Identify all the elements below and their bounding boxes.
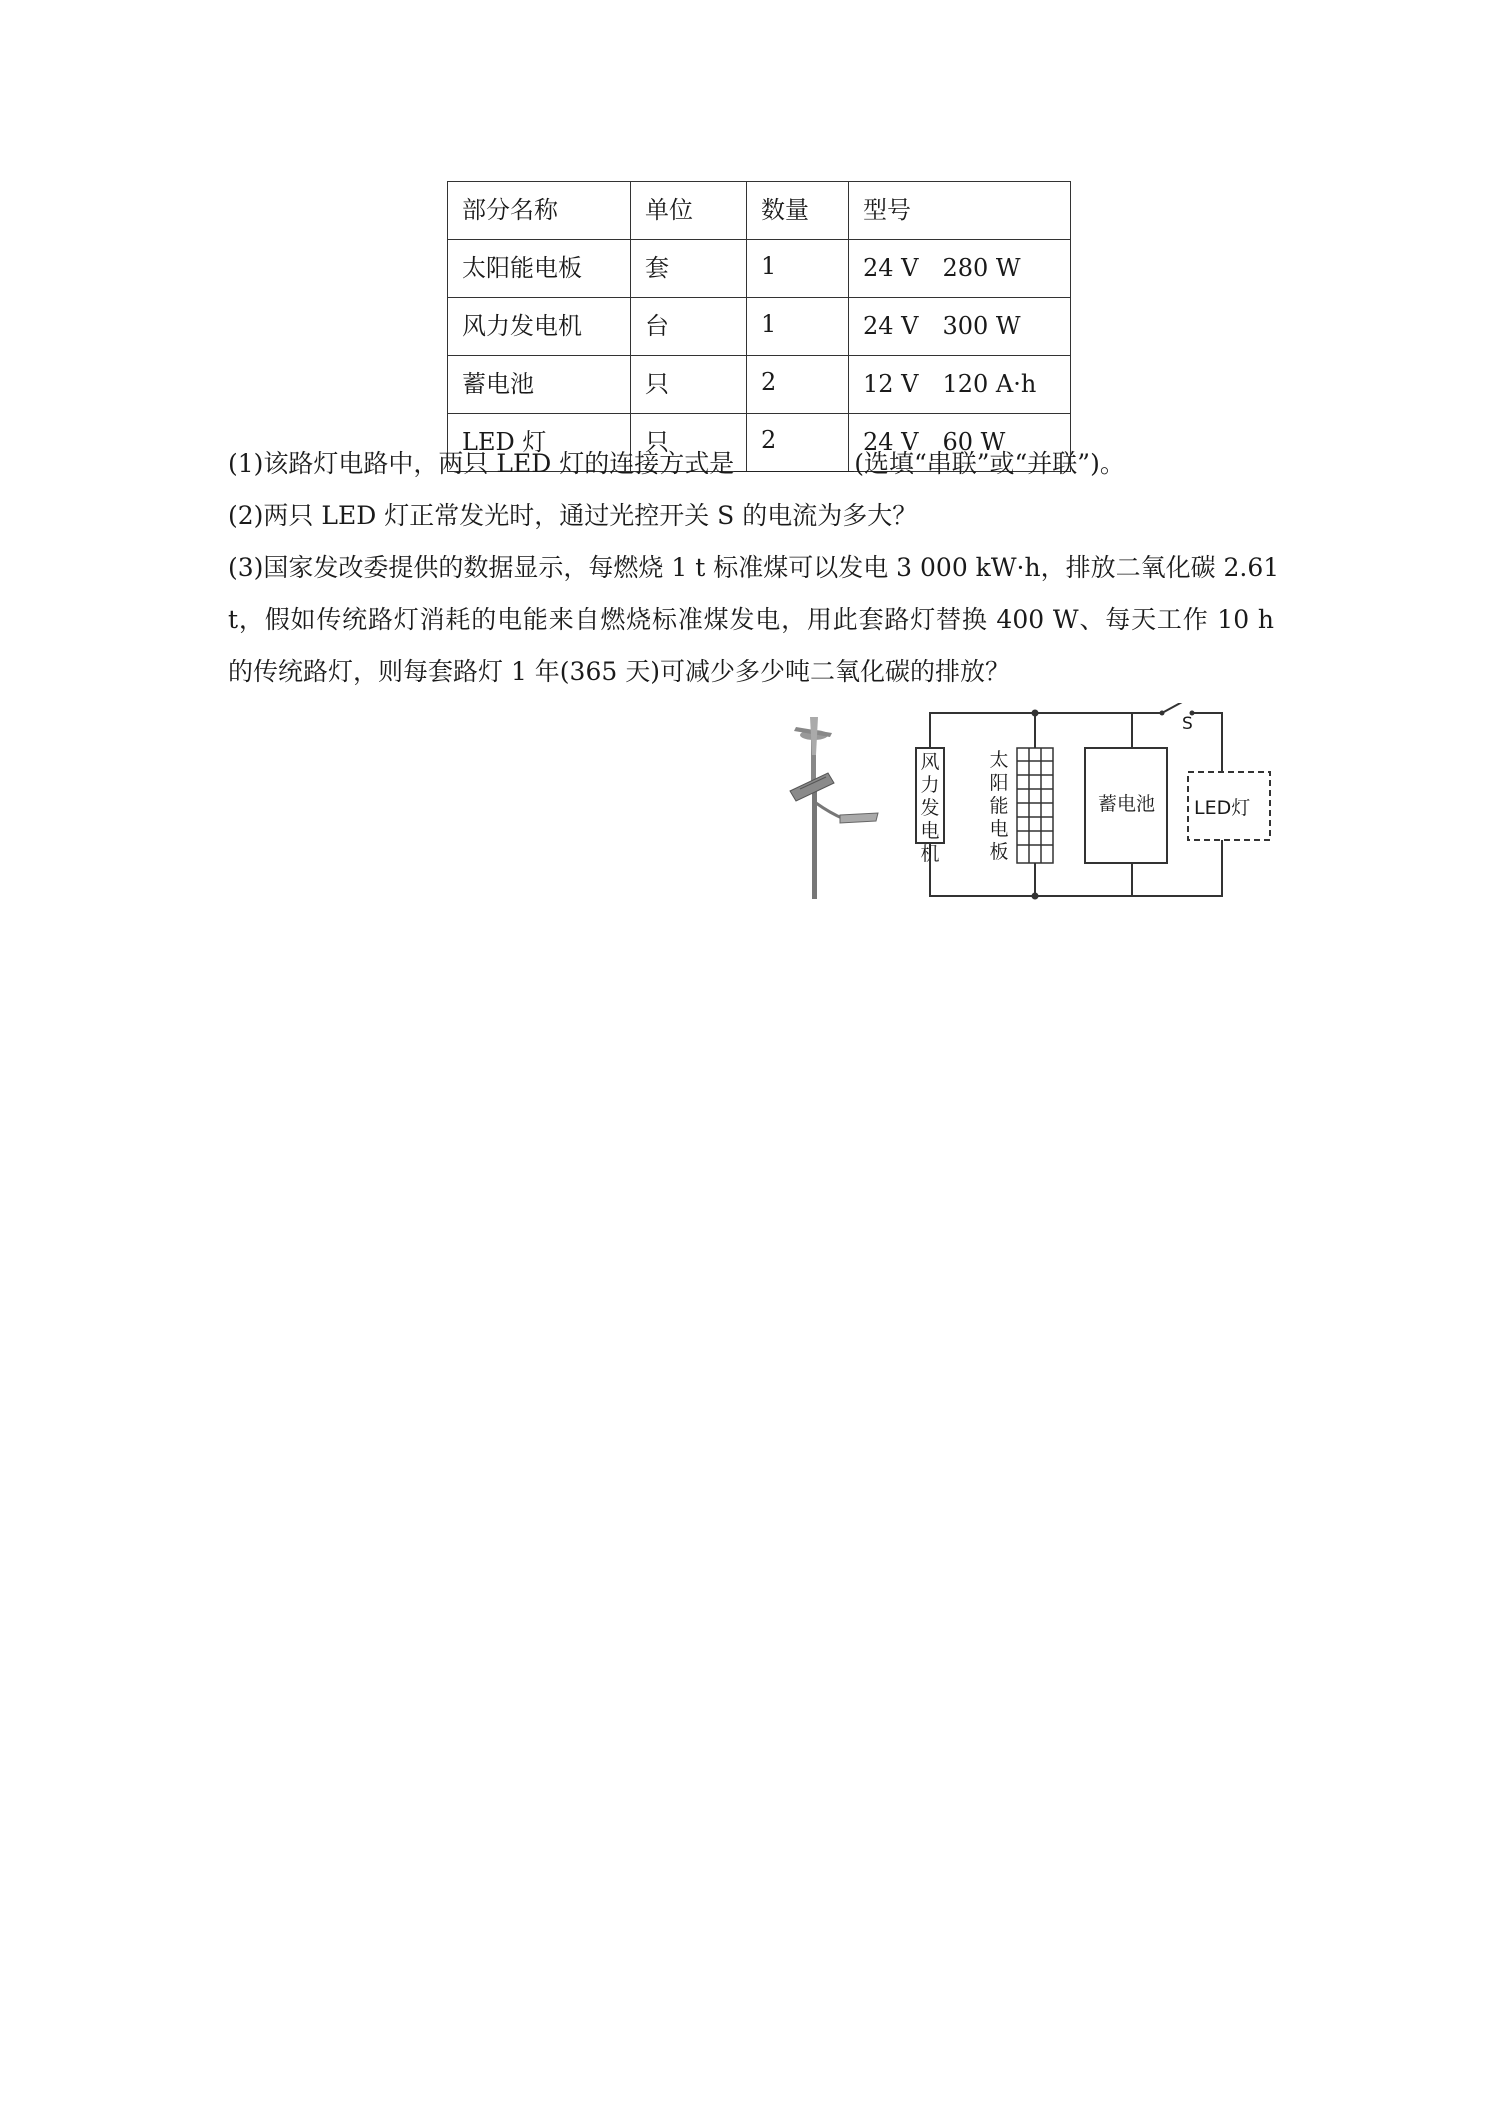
- table-cell: 2: [747, 356, 849, 414]
- table-cell: 24 V 280 W: [849, 240, 1071, 298]
- spec-table: [447, 181, 1071, 472]
- table-cell: 1: [747, 240, 849, 298]
- question-1-text: (1)该路灯电路中，两只 LED 灯的连接方式是: [228, 449, 735, 478]
- table-cell: 风力发电机: [448, 298, 631, 356]
- solar-panel-label: 太阳能电板: [989, 749, 1009, 863]
- table-header-cell: 型号: [849, 182, 1071, 240]
- table-cell: LED 灯: [448, 414, 631, 472]
- question-1: [228, 446, 1274, 482]
- table-row: [448, 356, 1071, 414]
- answer-blank: [734, 449, 854, 472]
- table-cell: 太阳能电板: [448, 240, 631, 298]
- junction-dot: [1032, 710, 1039, 717]
- street-lamp-illustration: [790, 717, 878, 899]
- table-cell: 蓄电池: [448, 356, 631, 414]
- table-cell: 2: [747, 414, 849, 472]
- question-3-line: 的传统路灯，则每套路灯 1 年(365 天)可减少多少吨二氧化碳的排放？: [228, 657, 1010, 686]
- table-cell: 24 V 300 W: [849, 298, 1071, 356]
- table-header-cell: 单位: [631, 182, 747, 240]
- circuit-wires: [930, 713, 1228, 896]
- table-cell: 24 V 60 W: [849, 414, 1071, 472]
- street-light-figure: [780, 703, 1280, 903]
- table-header-row: [448, 182, 1071, 240]
- table-row: [448, 298, 1071, 356]
- junction-dot: [1032, 893, 1039, 900]
- wind-generator-label: 风力发电机: [920, 751, 940, 865]
- solar-panel-grid: [1017, 748, 1053, 863]
- table-cell: 12 V 120 A·h: [849, 356, 1071, 414]
- led-label: LED灯: [1194, 797, 1251, 819]
- battery-label: 蓄电池: [1098, 793, 1156, 815]
- table-cell: 台: [631, 298, 747, 356]
- switch-label: S: [1182, 714, 1193, 734]
- question-1-hint: (选填“串联”或“并联”)。: [854, 449, 1125, 478]
- table-row: [448, 240, 1071, 298]
- table-cell: 套: [631, 240, 747, 298]
- question-2: (2)两只 LED 灯正常发光时，通过光控开关 S 的电流为多大？: [228, 501, 918, 530]
- question-3-line: t，假如传统路灯消耗的电能来自燃烧标准煤发电，用此套路灯替换 400 W、每天工作 10 h: [228, 605, 1274, 634]
- table-header-cell: 数量: [747, 182, 849, 240]
- table-header-cell: 部分名称: [448, 182, 631, 240]
- table-cell: 只: [631, 414, 747, 472]
- question-3-line: (3)国家发改委提供的数据显示，每燃烧 1 t 标准煤可以发电 3 000 kW·h，排放二氧化碳 2.61: [228, 553, 1280, 582]
- question-3: [228, 550, 1280, 706]
- table-cell: 只: [631, 356, 747, 414]
- table-cell: 1: [747, 298, 849, 356]
